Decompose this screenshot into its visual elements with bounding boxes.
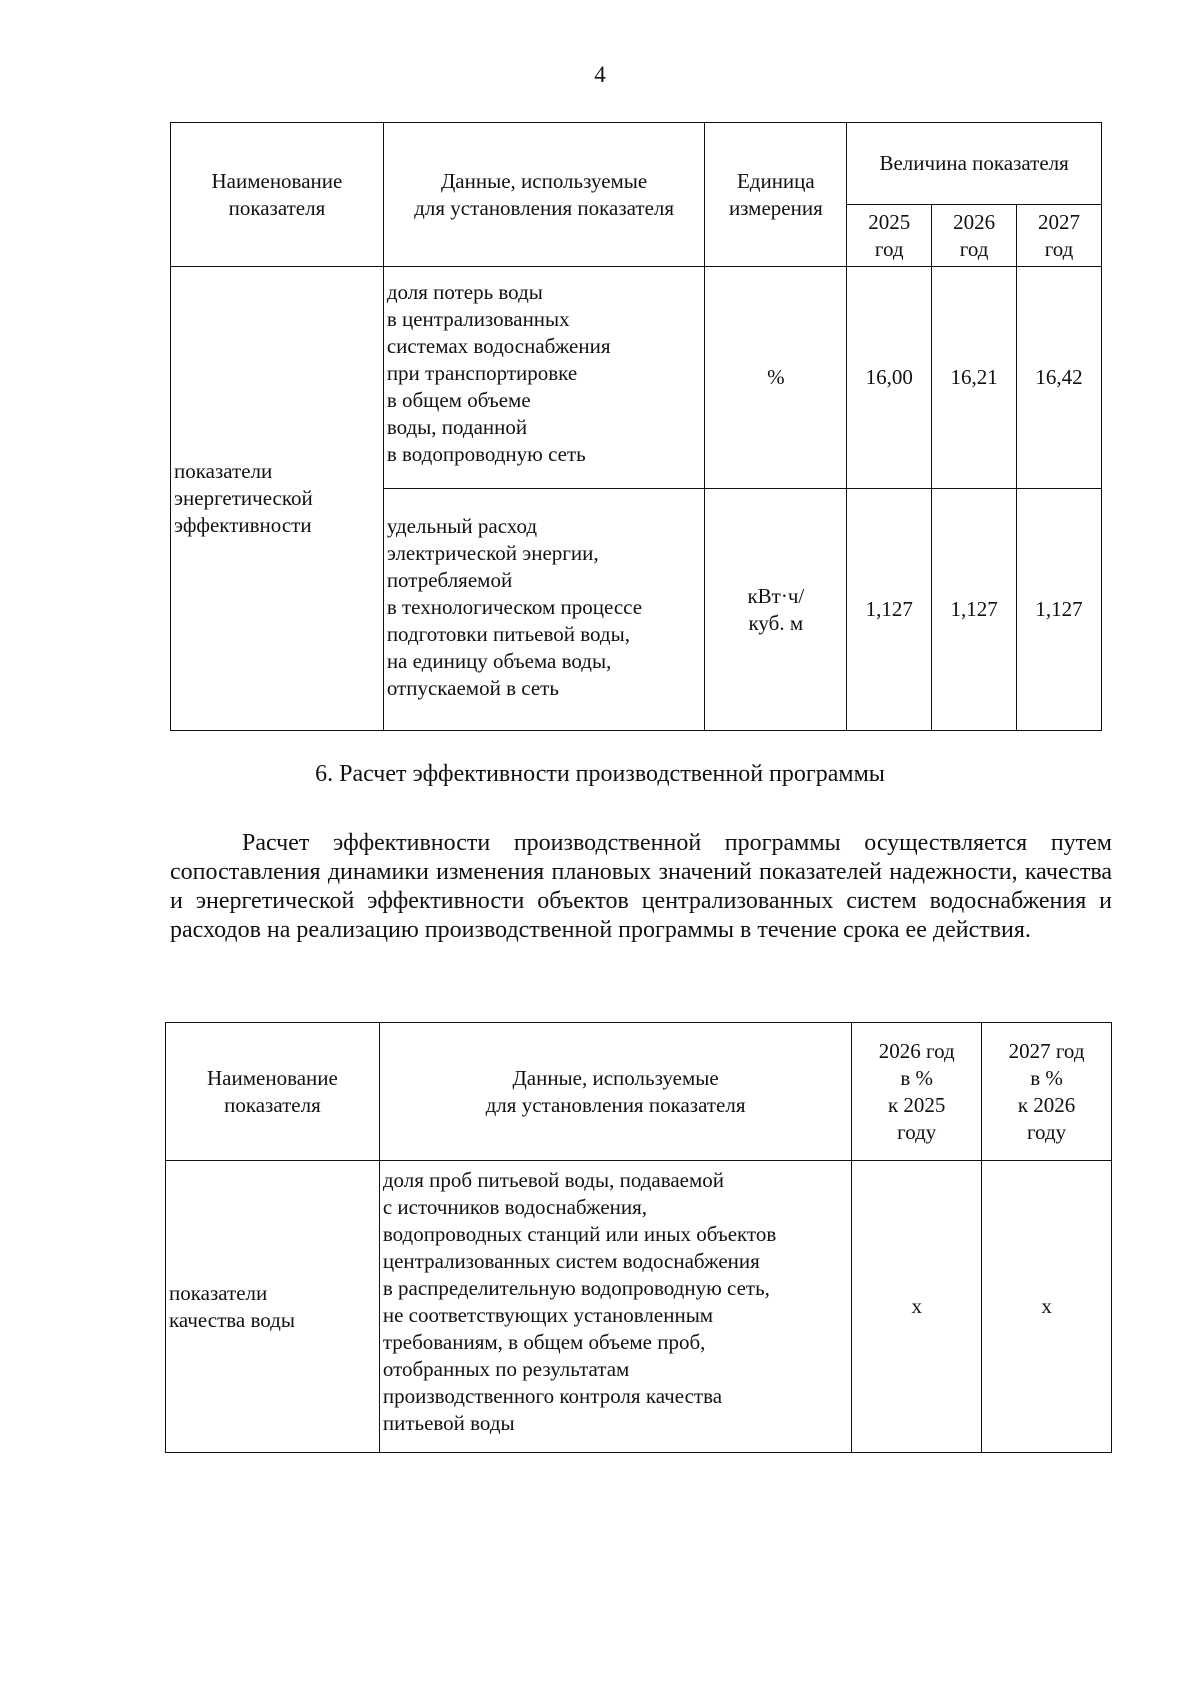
header-year: 2025 год <box>847 205 932 267</box>
header-indicator-value: Величина показателя <box>847 123 1102 205</box>
indicator-group-name: показатели качества воды <box>166 1161 380 1453</box>
energy-efficiency-table <box>170 122 1102 731</box>
section-paragraph: Расчет эффективности производственной программы осуществляется путем сопоставления динамики изменения плановых значений показателей надежности, качества и энергетической эффективности объектов централизованных систем водоснабжения и расходов на реализацию производственной программы в течение срока ее действия. <box>170 830 1112 943</box>
header-2026-percent: 2026 год в % к 2025 году <box>852 1023 982 1161</box>
value-cell: 1,127 <box>847 489 932 731</box>
indicator-unit: кВт·ч/ куб. м <box>705 489 847 731</box>
indicator-data: доля проб питьевой воды, подаваемой с источников водоснабжения, водопроводных станций или иных объектов централизованных систем водоснабжения в распределительную водопроводную сеть, не соответствующих установленным требованиям, в общем объеме проб, отобранных по результатам производственного контроля качества питьевой воды <box>379 1161 851 1453</box>
header-indicator-data: Данные, используемые для установления показателя <box>383 123 705 267</box>
section-title: 6. Расчет эффективности производственной программы <box>315 761 885 787</box>
header-indicator-name: Наименование показателя <box>166 1023 380 1161</box>
indicator-group-name: показатели энергетической эффективности <box>171 267 384 731</box>
indicator-unit: % <box>705 267 847 489</box>
table-row <box>166 1161 1112 1453</box>
page-number: 4 <box>594 62 606 87</box>
indicator-data: доля потерь воды в централизованных системах водоснабжения при транспортировке в общем объеме воды, поданной в водопроводную сеть <box>383 267 705 489</box>
table-row <box>171 267 1102 489</box>
value-cell: 16,00 <box>847 267 932 489</box>
header-2027-percent: 2027 год в % к 2026 году <box>982 1023 1112 1161</box>
efficiency-calculation-table <box>165 1022 1112 1453</box>
value-cell: х <box>852 1161 982 1453</box>
value-cell: 1,127 <box>932 489 1017 731</box>
header-year: 2026 год <box>932 205 1017 267</box>
indicator-data: удельный расход электрической энергии, потребляемой в технологическом процессе подготовки питьевой воды, на единицу объема воды, отпускаемой в сеть <box>383 489 705 731</box>
header-indicator-name: Наименование показателя <box>171 123 384 267</box>
header-indicator-data: Данные, используемые для установления показателя <box>379 1023 851 1161</box>
header-year: 2027 год <box>1017 205 1102 267</box>
value-cell: 1,127 <box>1017 489 1102 731</box>
value-cell: 16,42 <box>1017 267 1102 489</box>
value-cell: х <box>982 1161 1112 1453</box>
header-unit: Единица измерения <box>705 123 847 267</box>
value-cell: 16,21 <box>932 267 1017 489</box>
